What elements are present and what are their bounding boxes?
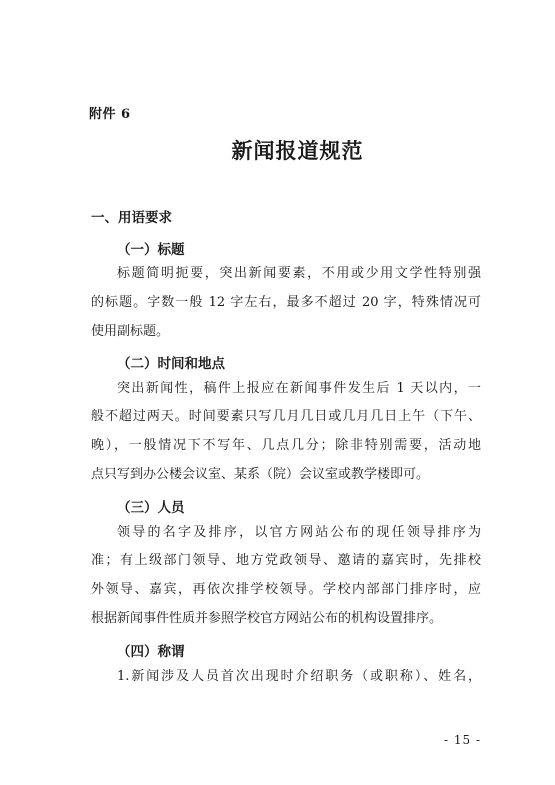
page-number: - 15 - [444,733,482,747]
page-title: 新闻报道规范 [231,138,364,163]
paragraph-line: 根据新闻事件性质并参照学校官方网站公布的机构设置排序。 [91,611,443,626]
attachment-label: 附件 6 [89,107,131,122]
paragraph-line: 突出新闻性，稿件上报应在新闻事件发生后 1 天以内，一 [117,381,481,396]
subheading-appellation: （四）称谓 [117,644,185,660]
paragraph-line: 领导的名字及排序，以官方网站公布的现任领导排序为 [117,525,481,540]
subheading-title: （一）标题 [117,242,185,258]
section-heading-usage-requirements: 一、用语要求 [91,210,172,226]
paragraph-line: 1.新闻涉及人员首次出现时介绍职务（或职称）、姓名， [117,669,481,684]
subheading-time-place: （二）时间和地点 [117,356,225,372]
paragraph-line: 使用副标题。 [91,324,170,339]
paragraph-line: 外领导、嘉宾，再依次排学校领导。学校内部部门排序时，应 [91,582,481,597]
paragraph-line: 晚），一般情况下不写年、几点几分；除非特别需要，活动地 [91,438,481,453]
paragraph-line: 准；有上级部门领导、地方党政领导、邀请的嘉宾时，先排校 [91,553,481,568]
paragraph-line: 点只写到办公楼会议室、某系（院）会议室或教学楼即可。 [91,467,430,482]
subheading-personnel: （三）人员 [117,500,185,516]
paragraph-line: 般不超过两天。时间要素只写几月几日或几月几日上午（下午、 [91,409,481,424]
paragraph-line: 的标题。字数一般 12 字左右，最多不超过 20 字，特殊情况可 [91,295,481,310]
paragraph-line: 标题简明扼要，突出新闻要素，不用或少用文学性特别强 [117,266,481,281]
